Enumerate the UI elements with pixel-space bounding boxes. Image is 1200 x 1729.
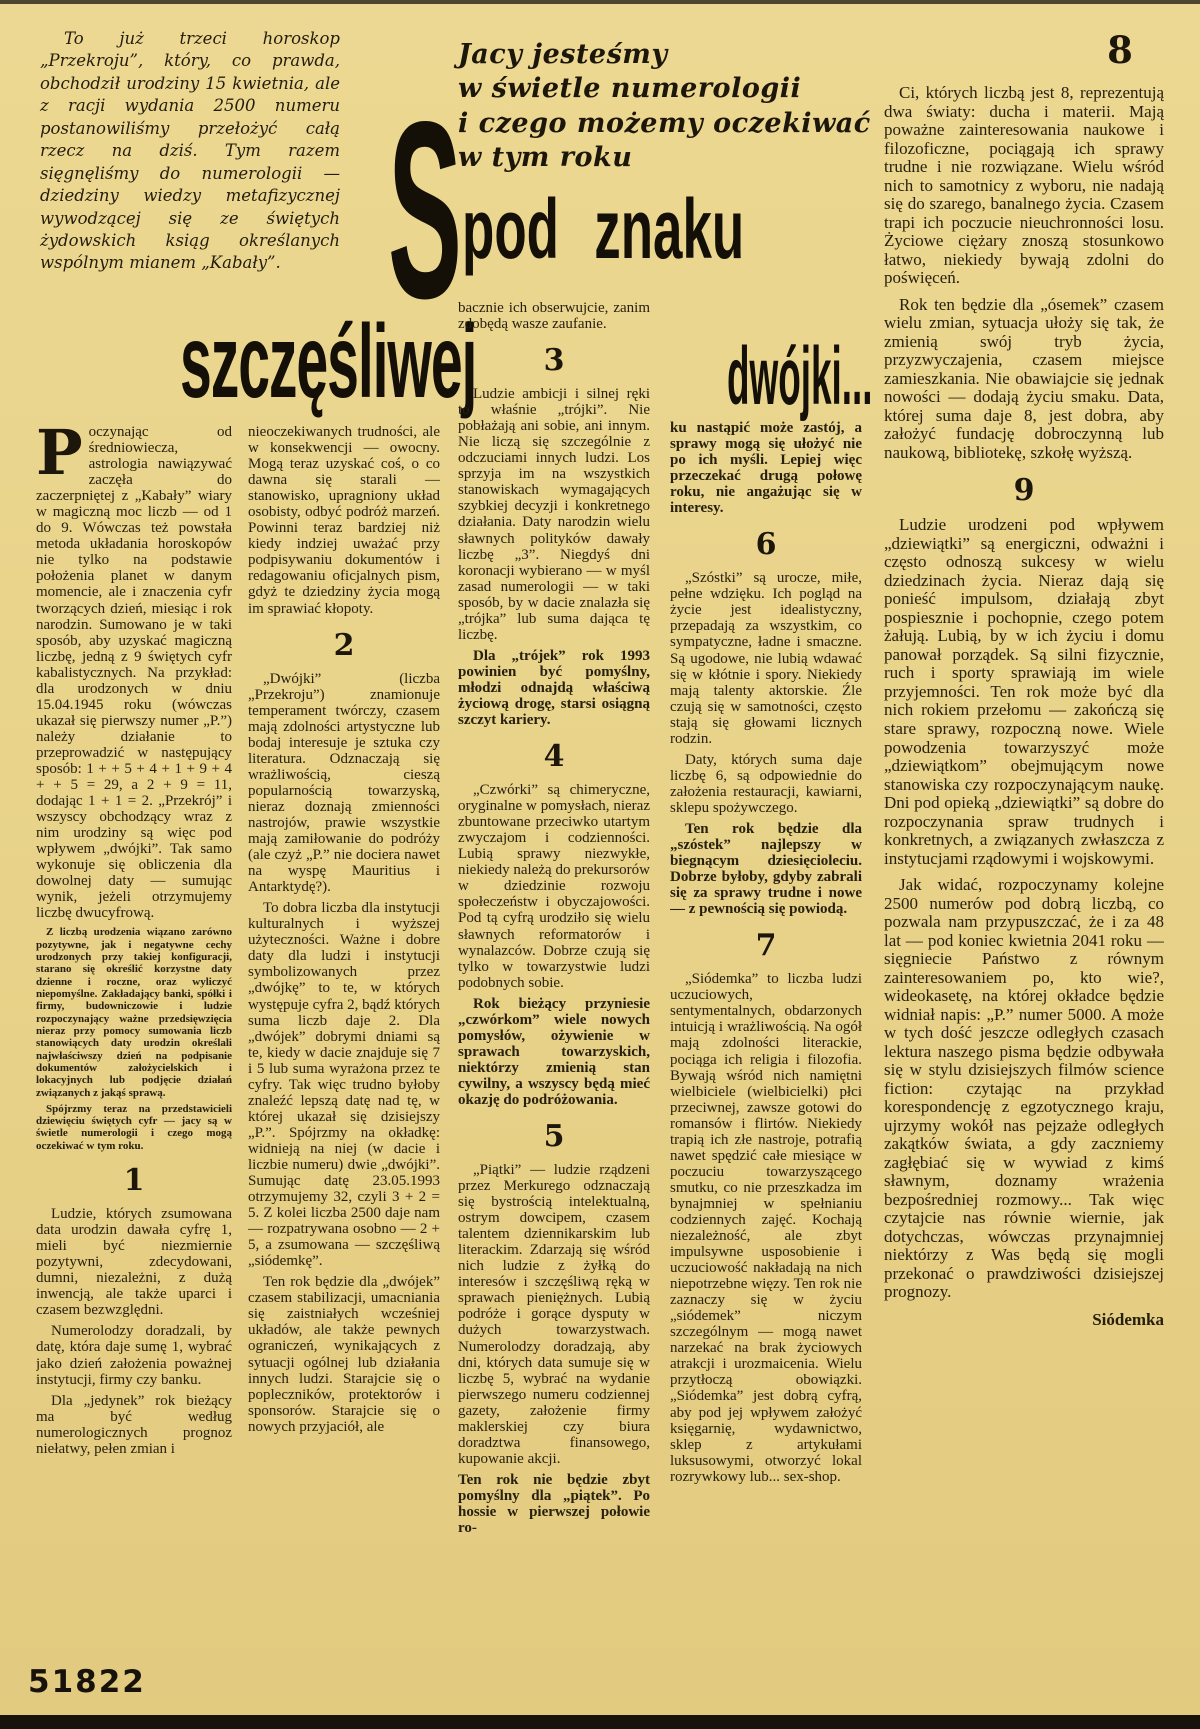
- paragraph: „Piątki” — ludzie rządzeni przez Merkurego odznaczają się bystrością intelektualną, ostrym dowcipem, czasem talentem dziennikarskim lub literackim. Zdarzają się wśród nich ludzie z żyłką do interesów i szczęśliwą ręką w sprawach pieniężnych. Lubią podróże i gorące dysputy w dużych towarzystwach. Numerolodzy doradzają, aby dni, których data sumuje się w liczbę 5, wybrać na wydanie pierwszego numeru codziennej gazety, założenie firmy maklerskiej czy biura doradztwa finansowego, kupowanie akcji.: [458, 1162, 650, 1467]
- script-heading-line: Jacy jesteśmy: [458, 39, 668, 70]
- headline-word-pod: pod: [462, 182, 559, 276]
- paragraph: ku nastąpić może zastój, a sprawy mogą się ułożyć nie po ich myśli. Lepiej więc przeczekać drugą połowę roku, nie angażując się w interesy.: [670, 420, 862, 517]
- intro-paragraph: To już trzeci horoskop „Przekroju”, który, co prawda, obchodził urodziny 15 kwietnia, ale z racji wydania 2500 numeru postanowiliśmy przełożyć całą rzecz na dziś. Tym razem sięgnęliśmy do numerologii — dziedziny wiedzy metafizycznej wywodzącej się ze świętych żydowskich ksiąg określanych wspólnym mianem „Kabały”.: [40, 29, 340, 273]
- script-heading: [458, 38, 871, 175]
- section-number-6: 6: [755, 527, 777, 563]
- text-column-3: [458, 300, 650, 1652]
- headline-line-2: szczęśliwej: [180, 304, 477, 420]
- paragraph: Dla „jedynek” rok bieżący ma być według numerologicznych prognoz niełatwy, pełen zmian i: [36, 1392, 232, 1457]
- paragraph: bacznie ich obserwujcie, zanim zdobędą wasze zaufanie.: [458, 300, 650, 333]
- headline-drop-initial: S: [388, 70, 461, 351]
- paragraph: Ten rok będzie dla „dwójek” czasem stabilizacji, umacniania się zaistniałych wcześniej układów, ale także pewnych ograniczeń, wynikających z sytuacji ogólnej lub działania innych ludzi. Starajcie się o popleczników, protektorów i sponsorów. Starajcie się o nowych przyjaciół, ale: [248, 1274, 440, 1435]
- section-number-2: 2: [333, 627, 355, 663]
- paragraph: Ludzie urodzeni pod wpływem „dziewiątki” są energiczni, odważni i często odnoszą sukcesy w wielu dziedzinach życia. Nieraz dają się ponieść impulsom, działają zbyt pospiesznie i pochopnie, czego potem żałują. Lubią, by w ich życiu i domu panował porządek. Są silni fizycznie, ruch i sporty sprawiają im wiele przyjemności. Ten rok może być dla nich rokiem przełomu — zakończą się stare sprawy, rozpoczną nowe. Wiele powodzenia towarzyszyć może „dziewiątkom” obejmującym nowe stanowiska czy rozpoczynającym naukę. Dni pod opieką „dziewiątki” są dobre do rozpoczynania spraw trudnych i konkretnych, a związanych zwłaszcza z instytucjami rządowymi i wojskowymi.: [884, 515, 1164, 868]
- section-number-3: 3: [543, 343, 565, 379]
- text-column-4: [670, 420, 862, 1660]
- paragraph: Ci, których liczbą jest 8, reprezentują dwa światy: ducha i materii. Mają poważne zainteresowania naukowe i filozoficzne, pociągają ich sprawy trudne i nie rozwiązane. Wielu wśród nich to samotnicy z wyboru, nie nadają się do szarego, banalnego życia. Czasem trapi ich poczucie nieuchronności losu. Życiowe ciężary znoszą stosunkowo łatwo, niekiedy bywają zdolni do poświęceń.: [884, 84, 1164, 288]
- script-heading-line: i czego możemy oczekiwać: [458, 107, 871, 139]
- paragraph: Jak widać, rozpoczynamy kolejne 2500 numerów pod dobrą liczbą, co pozwala nam przypuszczać, że i za 48 lat — pod koniec kwietnia 2041 roku — sięgniecie Państwo z równym zainteresowaniem po, kto wie?, wideokasetę, na której okładce będzie widniał napis: „P.” numer 5000. A może w tych dość jeszcze odległych czasach lektura naszego pisma będzie odbywała się w stylu dzisiejszych filmów science fiction: czytając na przykład korespondencję z egzotycznego kraju, ujrzymy wokół nas pejzaże odległych zakątków świata, a gdy zaczniemy zagłębiać się w wywiad z kimś sławnym, doznamy wrażenia bezpośredniej rozmowy... Tak więc czytajcie nas równie wiernie, jak dotychczas, wówczas przynajmniej niektórzy z Was będą się mogli przekonać o prawdziwości dzisiejszej prognozy.: [884, 875, 1164, 1302]
- drop-cap: P: [36, 424, 83, 489]
- text-column-1: [36, 424, 232, 1652]
- paragraph: Spójrzmy teraz na przedstawicieli dziewięciu świętych cyfr — jacy są w świetle numerologii i czego mogą oczekiwać w tym roku.: [36, 1102, 232, 1152]
- paragraph: „Szóstki” są urocze, miłe, pełne wdzięku. Ich pogląd na życie jest idealistyczny, przepadają za wszystkim, co sympatyczne, ładne i smaczne. Są ugodowe, nie lubią wdawać się w kłótnie i spory. Niekiedy mają talenty aktorskie. Źle czują się w samotności, często stają się głowami licznych rodzin.: [670, 570, 862, 747]
- paragraph: „Czwórki” są chimeryczne, oryginalne w pomysłach, nieraz zbuntowane przeciwko utartym zwyczajom i codzienności. Lubią sprawy niezwykłe, niekiedy należą do prekursorów w dziedzinie rozwoju społeczeństw i obyczajowości. Pod tą cyfrą urodziło się wielu sławnych reformatorów i wynalazców. Dobrze czują się tylko w towarzystwie ludzi podobnych sobie.: [458, 782, 650, 991]
- headline-word-znaku: znaku: [594, 182, 745, 276]
- author-signature: Siódemka: [1092, 1309, 1164, 1329]
- paragraph: Ludzie, których zsumowana data urodzin dawała cyfrę 1, mieli być niezmiernie pozytywni, zdecydowani, dumni, niezależni, z dużą inwencją, ale także uparci i czasem bezwzględni.: [36, 1206, 232, 1319]
- paragraph: „Siódemka” to liczba ludzi uczuciowych, sentymentalnych, obdarzonych intuicją i wrażliwością. Na ogół mają zdolności literackie, pociąga ich religia i filozofia. Bywają wśród nich namiętni wielbiciele (wielbicielki) płci przeciwnej, zawsze gotowi do romansów i flirtów. Niekiedy trapią ich złe nastroje, potrafią nawet spędzić całe miesiące w poczuciu towarzyszącego smutku, co nie przeszkadza im bynajmniej w spełnianiu codziennych zajęć. Kochają niezależność, ale zbyt impulsywne usposobienie i uczuciowość nakładają na nich niepotrzebne więzy. Ten rok nie zaznaczy się w życiu „siódemek” niczym szczególnym — mogą nawet narzekać na brak życiowych atrakcji i urozmaicenia. Wielu przytłoczą obowiązki. „Siódemka” jest dobrą cyfrą, aby pod jej wpływem założyć księgarnię, wydawnictwo, sklep z artykułami luksusowymi, otworzyć lokal rozrywkowy lub... sex-shop.: [670, 971, 862, 1485]
- page-bottom-edge: [0, 1715, 1200, 1729]
- paragraph: Z liczbą urodzenia wiązano zarówno pozytywne, jak i negatywne cechy urodzonych przy takiej konfiguracji, starano się określić korzystne daty dzienne i roczne, oraz wyliczyć niepomyślne. Zakładający banki, spółki i firmy, budowniczowie i ludzie rozpoczynający ważne przedsięwzięcia nieraz przy pomocy sumowania liczb stanowiących daty urodzin określali najwłaściwszy dzień na podpisanie dokumentów założycielskich i lokacyjnych lub podjęcie działań związanych z jakąś sprawą.: [36, 926, 232, 1099]
- page-number: 8: [1107, 28, 1133, 72]
- paragraph: Dla „trójek” rok 1993 powinien być pomyślny, młodzi odnajdą właściwą życiową drogę, starsi osiągną szczyt kariery.: [458, 647, 650, 729]
- paragraph: „Dwójki” (liczba „Przekroju”) znamionuje temperament twórczy, czasem mają zdolności artystyczne lub bodaj interesuje je sztuka czy literatura. Odznaczają się wrażliwością, cieszą popularnością towarzyską, nieraz doznają zmienności nastrojów, prawie wszystkie mają zamiłowanie do podróży (ale czyż „P.” nie dociera nawet na wyspę Mauritius i Antarktydę?).: [248, 670, 440, 896]
- section-number-1: 1: [123, 1163, 145, 1199]
- paragraph: Numerolodzy doradzali, by datę, która daje sumę 1, wybrać jako dzień założenia poważnej instytucji, firmy czy banku.: [36, 1323, 232, 1388]
- section-number-9: 9: [1013, 473, 1035, 509]
- headline-line-3: dwójki...: [727, 331, 873, 422]
- section-number-5: 5: [543, 1119, 565, 1155]
- text-column-2: [248, 424, 440, 1652]
- paragraph: To dobra liczba dla instytucji kulturalnych i wyższej użyteczności. Ważne i dobre daty dla ludzi i instytucji symbolizowanych przez „dwójkę” to te, w których występuje cyfra 2, bądź których suma liczb daje 2. Dla „dwójek” dobrymi dniami są te, kiedy w dacie znajduje się 7 i 5 lub suma wyrażona przez te cyfry. Tak więc trudno byłoby znaleźć lepszą datę nad tę, w której ukazał się dzisiejszy „P.”. Spójrzmy na okładkę: widnieją na niej (w dacie i liczbie numeru) dwie „dwójki”. Sumując datę 23.05.1993 otrzymujemy 32, czyli 3 + 2 = 5. Z kolei liczba 2500 daje nam — rozpatrywana osobno — 2 + 5, a zsumowana — szczęśliwą „siódemkę”.: [248, 900, 440, 1270]
- section-number-7: 7: [755, 928, 777, 964]
- paragraph: Poczynając od średniowiecza, astrologia nawiązywać zaczęła do zaczerpniętej z „Kabały” wiary w magiczną moc liczb — od 1 do 9. Wówczas też powstała metoda układania horoskopów nie tylko na podstawie położenia planet w danym momencie, ale i znaczenia cyfr tworzących dzień, miesiąc i rok narodzin. Sumowano je w taki sposób, aby uzyskać magiczną liczbę, jedną z 9 świętych cyfr kabalistycznych. Na przykład: dla urodzonych w dniu 15.04.1945 roku (wówczas ukazał się pierwszy numer „P.”) należy działanie to przeprowadzić w następujący sposób: 1 + + 5 + 4 + 1 + 9 + 4 + + 5 = 29, a 2 + 9 = 11, dodając 1 + 1 = 2. „Przekrój” i wszyscy obchodzący wraz z nim urodziny są więc pod wpływem „dwójki”. Tak samo wykonuje się obliczenia dla dowolnej daty — sumując wynik, jeżeli otrzymujemy liczbę dwucyfrową.: [36, 424, 232, 922]
- text-column-5: [884, 84, 1164, 1680]
- paragraph: Rok bieżący przyniesie „czwórkom” wiele nowych pomysłów, ożywienie w sprawach towarzyskich, niektórzy zmienią stan cywilny, a wszyscy będą mieć okazję do podróżowania.: [458, 995, 650, 1108]
- paragraph: Ten rok nie będzie zbyt pomyślny dla „piątek”. Po hossie w pierwszej połowie ro-: [458, 1471, 650, 1537]
- press-code: 51822: [28, 1664, 146, 1700]
- script-heading-line: w świetle numerologii: [458, 73, 802, 105]
- paragraph: Daty, których suma daje liczbę 6, są odpowiednie do założenia restauracji, kawiarni, sklepu spożywczego.: [670, 751, 862, 816]
- script-heading-line: w tym roku: [458, 141, 633, 173]
- page-top-edge: [0, 0, 1200, 4]
- section-number-4: 4: [543, 739, 565, 775]
- paragraph: Ludzie ambicji i silnej ręki to właśnie „trójki”. Nie pobłażają ani sobie, ani innym. Nie liczą się szczególnie z odczuciami innych ludzi. Los sprzyja im na wszystkich stanowiskach wymagających szybkiej decyzji i konkretnego działania. Daty narodzin wielu sławnych polityków dawały liczbę „3”. Niegdyś dni koronacji wybierano — w myśl zasad numerologii — w taki sposób, by w dacie znalazła się „trójka” lub suma dająca tę liczbę.: [458, 386, 650, 643]
- headline-line-1: [462, 182, 745, 276]
- paragraph: Rok ten będzie dla „ósemek” czasem wielu zmian, sytuacja ułoży się tak, że zmienią swój tryb życia, przyzwyczajenia, czasem miejsce zamieszkania. Nie obawiajcie się jednak nowości — dodają życiu smaku. Data, której suma daje 8, jest dobra, aby założyć fundację dobroczynną lub naukową, bibliotekę, szkołę wyższą.: [884, 294, 1164, 462]
- paragraph: nieoczekiwanych trudności, ale w konsekwencji — owocny. Mogą teraz uzyskać coś, o co dawna się starali — stanowisko, upragniony układ osobisty, odbyć podróż marzeń. Powinni teraz bardziej niż kiedy indziej uważać przy podpisywaniu dokumentów i redagowaniu oficjalnych pism, gdyż te dziedziny życia mogą im sprawiać kłopoty.: [248, 424, 440, 617]
- paragraph: Ten rok będzie dla „szóstek” najlepszy w biegnącym dziesięcioleciu. Dobrze byłoby, gdyby zabrali się za sprawy trudne i nowe — z pewnością się powiodą.: [670, 820, 862, 918]
